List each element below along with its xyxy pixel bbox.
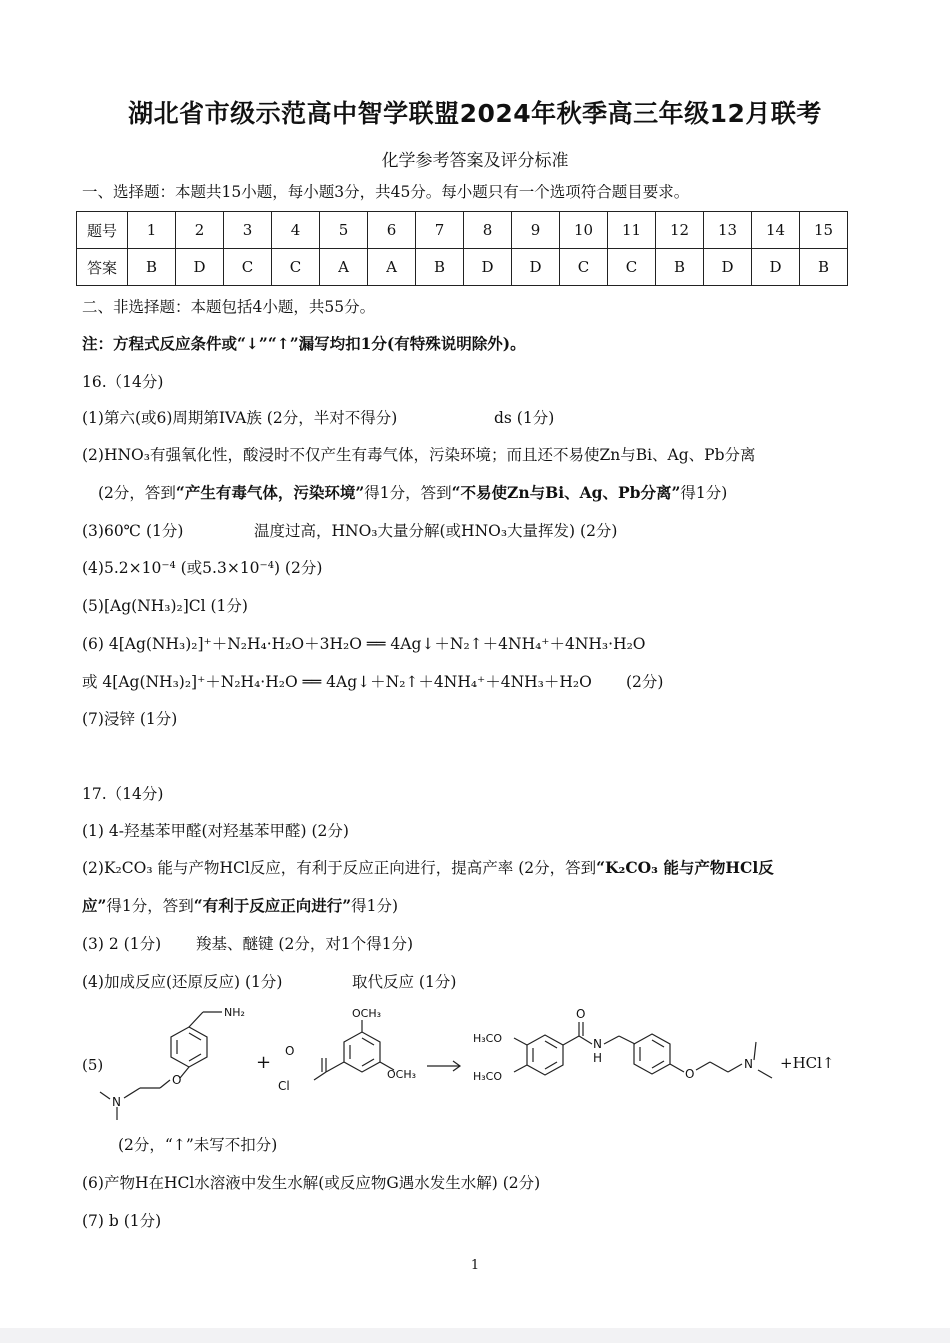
page-title: 湖北省市级示范高中智学联盟2024年秋季高三年级12月联考 xyxy=(128,99,822,128)
row-label-number: 题号 xyxy=(77,212,128,249)
answer-cell: D xyxy=(752,249,800,286)
question-number-cell: 7 xyxy=(416,212,464,249)
q17-part5-note: (2分，“↑”未写不扣分) xyxy=(118,1136,278,1154)
page-number: 1 xyxy=(470,1258,480,1273)
q16-header: 16.（14分) xyxy=(82,373,164,391)
q16-part3-extra: 温度过高，HNO₃大量分解(或HNO₃大量挥发) (2分) xyxy=(254,522,618,540)
reactant-2-acyl-chloride-structure xyxy=(314,1020,394,1080)
answer-cell: C xyxy=(224,249,272,286)
q16-p2-score-c: 得1分) xyxy=(680,484,728,502)
q17-p2-score-a: 得1分，答到 xyxy=(106,897,194,915)
chlorine-label: Cl xyxy=(278,1079,290,1093)
answer-cell: A xyxy=(320,249,368,286)
row-label-answer: 答案 xyxy=(77,249,128,286)
answer-cell: D xyxy=(512,249,560,286)
q16-p2-score-b: 得1分，答到 xyxy=(364,484,452,502)
q16-part4: (4)5.2×10⁻⁴ (或5.3×10⁻⁴) (2分) xyxy=(82,559,323,577)
q17-part4-extra: 取代反应 (1分) xyxy=(352,973,457,991)
q17-p2-text: (2)K₂CO₃ 能与产物HCl反应，有利于反应正向进行，提高产率 (2分，答到 xyxy=(82,859,597,877)
question-number-cell: 9 xyxy=(512,212,560,249)
q16-part2: (2)HNO₃有强氧化性，酸浸时不仅产生有毒气体，污染环境；而且还不易使Zn与Bi、Ag、Pb分离 xyxy=(82,446,756,464)
answer-cell: B xyxy=(800,249,848,286)
methoxy-label-c: H₃CO xyxy=(473,1032,503,1045)
answer-table-number-row xyxy=(77,212,848,249)
q17-part2-line1 xyxy=(82,858,774,878)
ether-oxygen-label: O xyxy=(685,1067,695,1081)
q16-p2-key-b: “不易使Zn与Bi、Ag、Pb分离” xyxy=(451,483,681,502)
question-number-cell: 1 xyxy=(128,212,176,249)
reaction-scheme xyxy=(82,1000,862,1130)
q17-p2-key-b: “有利于反应正向进行” xyxy=(193,896,352,915)
answer-cell: D xyxy=(704,249,752,286)
scoring-note: 注：方程式反应条件或“↓”“↑”漏写均扣1分(有特殊说明除外)。 xyxy=(82,334,526,353)
answer-cell: C xyxy=(272,249,320,286)
q16-p2-score-a: (2分，答到 xyxy=(98,484,176,502)
bottom-bar xyxy=(0,1328,950,1343)
q17-header: 17.（14分) xyxy=(82,785,164,803)
q16-part1-extra: ds (1分) xyxy=(494,409,555,427)
answer-cell: A xyxy=(368,249,416,286)
plus-sign: + xyxy=(256,1052,272,1073)
question-number-cell: 8 xyxy=(464,212,512,249)
q16-part6-score: (2分) xyxy=(626,673,664,691)
oxygen-label-a: O xyxy=(172,1073,182,1087)
q17-part1: (1) 4-羟基苯甲醛(对羟基苯甲醛) (2分) xyxy=(82,822,349,840)
section-1-heading: 一、选择题：本题共15小题，每小题3分，共45分。每小题只有一个选项符合题目要求。 xyxy=(82,183,690,201)
page-subtitle: 化学参考答案及评分标准 xyxy=(381,151,569,171)
carbonyl-oxygen-label-a: O xyxy=(285,1044,295,1058)
q16-part6-equation1: (6) 4[Ag(NH₃)₂]⁺＋N₂H₄·H₂O＋3H₂O ══ 4Ag↓＋N₂↑＋4NH₄⁺＋4NH₃·H₂O xyxy=(82,635,646,653)
q16-part5: (5)[Ag(NH₃)₂]Cl (1分) xyxy=(82,597,248,615)
q16-p2-key-a: “产生有毒气体，污染环境” xyxy=(175,483,365,502)
nh2-label: NH₂ xyxy=(224,1006,245,1019)
nitrogen-label-a: N xyxy=(112,1095,121,1109)
question-number-cell: 6 xyxy=(368,212,416,249)
q17-part7: (7) b (1分) xyxy=(82,1212,162,1230)
question-number-cell: 13 xyxy=(704,212,752,249)
amine-nitrogen-label: N xyxy=(744,1057,753,1071)
q17-part4: (4)加成反应(还原反应) (1分) xyxy=(82,973,283,991)
answer-cell: B xyxy=(416,249,464,286)
q17-part3-extra: 羧基、醚键 (2分，对1个得1分) xyxy=(196,935,414,953)
q17-part6: (6)产物H在HCl水溶液中发生水解(或反应物G遇水发生水解) (2分) xyxy=(82,1174,541,1192)
answer-cell: B xyxy=(128,249,176,286)
answer-cell: C xyxy=(560,249,608,286)
answer-cell: D xyxy=(464,249,512,286)
q17-p2-key-a-end: 应” xyxy=(82,896,107,915)
hcl-byproduct: +HCl↑ xyxy=(780,1054,835,1072)
answer-table-answer-row xyxy=(77,249,848,286)
section-2-heading: 二、非选择题：本题包括4小题，共55分。 xyxy=(82,298,376,316)
answer-table xyxy=(76,211,848,286)
q17-part3: (3) 2 (1分) xyxy=(82,935,162,953)
q17-part2-line2 xyxy=(82,896,398,916)
q16-part6-equation2: 或 4[Ag(NH₃)₂]⁺＋N₂H₄·H₂O ══ 4Ag↓＋N₂↑＋4NH₄⁺＋4NH₃＋H₂O xyxy=(82,673,592,691)
carbonyl-oxygen-label-b: O xyxy=(576,1007,586,1021)
question-number-cell: 5 xyxy=(320,212,368,249)
question-number-cell: 3 xyxy=(224,212,272,249)
methoxy-label-b: OCH₃ xyxy=(387,1068,417,1081)
question-number-cell: 4 xyxy=(272,212,320,249)
q16-part1: (1)第六(或6)周期第IVA族 (2分，半对不得分) xyxy=(82,409,398,427)
question-number-cell: 11 xyxy=(608,212,656,249)
question-number-cell: 12 xyxy=(656,212,704,249)
q17-p2-key-a: “K₂CO₃ 能与产物HCl反 xyxy=(596,858,774,877)
amide-nitrogen-label: N xyxy=(593,1037,602,1051)
amide-hydrogen-label: H xyxy=(593,1051,603,1065)
question-number-cell: 15 xyxy=(800,212,848,249)
reaction-arrow xyxy=(427,1061,460,1071)
question-number-cell: 10 xyxy=(560,212,608,249)
product-amide-structure xyxy=(514,1022,772,1078)
answer-cell: B xyxy=(656,249,704,286)
question-number-cell: 14 xyxy=(752,212,800,249)
answer-cell: C xyxy=(608,249,656,286)
q16-part2-scoring xyxy=(98,483,727,503)
q16-part3: (3)60℃ (1分) xyxy=(82,522,184,540)
q17-part5-label: (5) xyxy=(82,1056,104,1074)
methoxy-label-d: H₃CO xyxy=(473,1070,503,1083)
q17-p2-score-b: 得1分) xyxy=(351,897,399,915)
q16-part7: (7)浸锌 (1分) xyxy=(82,710,178,728)
methoxy-label-a: OCH₃ xyxy=(352,1007,382,1020)
answer-cell: D xyxy=(176,249,224,286)
question-number-cell: 2 xyxy=(176,212,224,249)
